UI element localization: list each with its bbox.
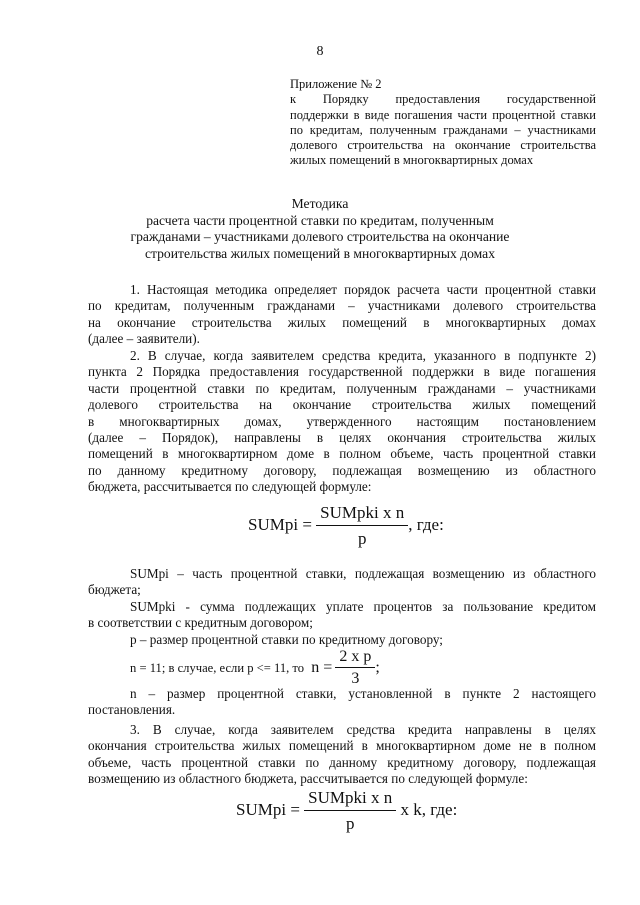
text-line: бюджета, рассчитывается по следующей формуле: [88,479,372,495]
n-formula-denominator: 3 [351,670,360,688]
text-line: по данному кредитному договору, подлежащая возмещению из областного [88,462,596,478]
appendix-line: долевого строительства на окончание строительства [290,138,596,153]
n-condition-row [88,649,596,688]
formula-tail: , где: [408,514,444,534]
formula-fraction [316,503,408,549]
appendix-line: к Порядку предоставления государственной [290,92,596,107]
page-number: 8 [316,44,324,59]
text-line: возмещению из областного бюджета, рассчитывается по следующей формуле: [88,771,528,787]
text-line: помещений в многоквартирном доме в полном объеме, часть процентной ставки [88,446,596,462]
text-line: окончания строительства жилых помещений в многоквартирном доме не в полном [88,738,596,754]
n-formula-numerator: 2 x p [335,649,375,668]
document-title [0,196,640,262]
paragraph-1 [88,282,596,348]
appendix-line: жилых помещений в многоквартирных домах [290,153,534,168]
formula-numerator: SUMpki x n [316,503,408,526]
text-line: части процентной ставки по кредитам, полученным гражданами – участниками [88,380,596,396]
text-line: пункта 2 Порядка предоставления государственной поддержки в виде погашения [88,364,596,380]
text-line: (далее – заявители). [88,331,200,347]
text-line: p – размер процентной ставки по кредитному договору; [130,631,443,647]
formula-fraction [304,788,396,834]
definitions [88,566,596,648]
formula-lhs: SUMpi = [248,514,312,534]
title-line: строительства жилых помещений в многоквартирных домах [145,245,495,261]
formula-1 [248,503,444,549]
text-line: 1. Настоящая методика определяет порядок расчета части процентной ставки [130,282,596,297]
n-formula-lhs: n = [311,659,333,677]
formula-lhs: SUMpi = [236,799,300,819]
text-line: в соответствии с кредитным договором; [88,615,313,631]
text-line: бюджета; [88,582,141,598]
appendix-header [290,77,596,169]
text-line: объеме, часть процентной ставки по данному кредитному договору, подлежащая [88,754,596,770]
formula-numerator: SUMpki x n [304,788,396,811]
formula-denominator: p [345,814,355,833]
formula-2 [236,788,457,834]
text-line: (далее – Порядок), направлены в целях окончания строительства жилых [88,430,596,446]
title-line: Методика [291,196,349,211]
text-line: 3. В случае, когда заявителем средства кредита направлены в целях [130,722,596,737]
text-line: n – размер процентной ставки, установленной в пункте 2 настоящего [130,686,596,701]
paragraph-3 [88,722,596,788]
formula-tail: x k, где: [400,799,458,819]
formula-denominator: p [357,529,367,548]
n-condition [88,649,596,688]
n-formula-fraction [335,649,375,688]
text-line: на окончание строительства жилых помещений в многоквартирных домах [88,314,596,330]
title-line: гражданами – участниками долевого строительства на окончание [130,229,510,244]
title-line: расчета части процентной ставки по кредитам, полученным [146,212,494,228]
n-definition [88,686,596,719]
text-line: в многоквартирных домах, утвержденного настоящим постановлением [88,413,596,429]
n-condition-text: n = 11; в случае, если p <= 11, то [130,661,305,676]
text-line: постановления. [88,702,176,718]
text-line: SUMpi – часть процентной ставки, подлежащая возмещению из областного [130,566,596,581]
text-line: долевого строительства на окончание строительства жилых помещений [88,397,596,413]
appendix-title: Приложение № 2 [290,77,382,91]
appendix-line: поддержки в виде погашения части процентной ставки [290,107,596,122]
paragraph-2 [88,348,596,496]
text-line: 2. В случае, когда заявителем средства кредита, указанного в подпункте 2) [130,348,596,363]
appendix-line: по кредитам, полученным гражданами – участниками [290,122,596,137]
text-line: по кредитам, полученным гражданами – участниками долевого строительства [88,298,596,314]
n-formula-tail: ; [375,659,380,677]
text-line: SUMpki - сумма подлежащих уплате процентов за пользование кредитом [130,598,596,614]
